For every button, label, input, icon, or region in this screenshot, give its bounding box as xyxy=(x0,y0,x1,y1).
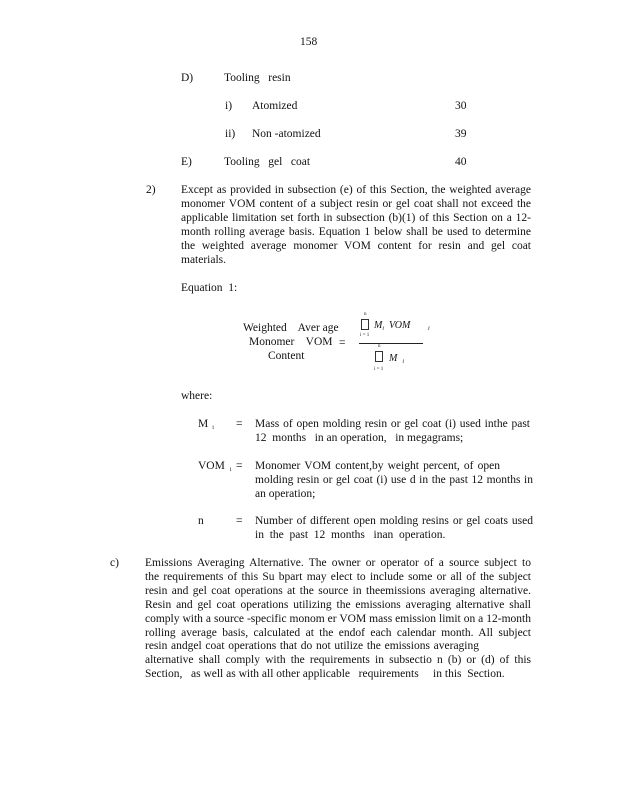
item-c-line: resin and gel coat operations at the source in theemissions averaging alternative. xyxy=(145,584,531,597)
list-text-atomized: Atomized xyxy=(252,100,298,112)
item-c-line: the requirements of this Su bpart may elect to include some or all of the subject xyxy=(145,570,531,583)
def-text-m xyxy=(255,418,530,446)
numerator-m-symbol: M xyxy=(374,320,383,331)
item-2-line: month rolling average basis. Equation 1 below shall be used to determine xyxy=(181,225,531,238)
numerator-vom-subscript: i xyxy=(428,326,430,332)
equation-lhs-line: Monomer VOM xyxy=(249,336,333,348)
def-symbol-m-sub: i xyxy=(212,425,214,431)
item-c-line: Section, as well as with all other applicable requirements in this Section. xyxy=(145,668,505,681)
def-symbol-m xyxy=(198,418,214,431)
def-line: molding resin or gel coat (i) use d in the past 12 months in xyxy=(255,473,533,486)
numerator-sum-icon xyxy=(361,319,369,333)
def-line: in the past 12 months inan operation. xyxy=(255,528,446,541)
fraction-bar xyxy=(359,343,423,344)
def-line: Mass of open molding resin or gel coat (i) used inthe past xyxy=(255,418,530,430)
item-c-line: alternative shall comply with the requirements in subsectio n (b) or (d) of this xyxy=(145,654,531,667)
item-c-line: Emissions Averaging Alternative. The owner or operator of a source subject to xyxy=(145,557,531,569)
numerator-m xyxy=(374,320,384,332)
item-2-line: the weighted average monomer VOM content for resin and gel coat xyxy=(181,239,531,252)
def-symbol-vom-text: VOM xyxy=(198,460,225,472)
def-symbol-n: n xyxy=(198,515,204,527)
def-equals-n: = xyxy=(236,515,243,527)
item-c-line: comply with a source -specific monom er VOM mass emission limit on a 12-month xyxy=(145,612,531,625)
denominator-sum-bottom: i = 1 xyxy=(374,367,384,372)
def-line: 12 months in an operation, in megagrams; xyxy=(255,431,464,444)
item-2-line: materials. xyxy=(181,253,227,266)
def-line: Monomer VOM content,by weight percent, of open xyxy=(255,460,500,472)
def-line: Number of different open molding resins or gel coats used xyxy=(255,515,533,527)
item-2-label: 2) xyxy=(146,184,156,196)
equation-equals: = xyxy=(339,337,346,349)
def-symbol-m-text: M xyxy=(198,418,209,430)
item-2-line: applicable limitation set forth in subsection (b)(1) of this Section on a 12- xyxy=(181,211,531,224)
def-equals-m: = xyxy=(236,418,243,430)
list-text-non-atomized: Non -atomized xyxy=(252,128,321,140)
list-text-tooling-gel-coat: Tooling gel coat xyxy=(224,156,311,168)
item-2-line: monomer VOM content of a subject resin or gel coat shall not exceed the xyxy=(181,197,531,210)
def-symbol-vom-sub: i xyxy=(229,467,232,473)
list-text-tooling-resin: Tooling resin xyxy=(224,72,291,84)
list-label-d: D) xyxy=(181,72,194,84)
def-symbol-vom xyxy=(198,460,232,473)
list-label-ii: ii) xyxy=(225,128,236,140)
denominator-sum-top: n xyxy=(378,344,381,349)
def-text-vom xyxy=(255,460,533,502)
equation-label: Equation 1: xyxy=(181,282,238,294)
item-c-paragraph xyxy=(145,557,531,682)
equation-lhs-line: Weighted Aver age xyxy=(243,322,339,334)
list-label-e: E) xyxy=(181,156,192,168)
item-c-line: Resin and gel coat operations utilizing the emissions averaging alternative shall xyxy=(145,598,531,611)
item-c-label: c) xyxy=(110,557,119,569)
item-c-line: rolling average basis, calculated at the endof each calendar month. All subject xyxy=(145,626,531,639)
numerator-sum-top: n xyxy=(364,312,367,317)
numerator-vom xyxy=(389,320,410,331)
list-value-tooling-gel-coat: 40 xyxy=(455,156,467,168)
where-label: where: xyxy=(181,390,213,402)
equation-lhs-line: Content xyxy=(268,350,305,362)
def-text-n xyxy=(255,515,533,543)
denominator-m xyxy=(389,353,404,365)
item-c-line: resin andgel coat operations that do not utilize the emissions averaging xyxy=(145,640,479,653)
list-label-i: i) xyxy=(225,100,233,112)
denominator-sum-icon xyxy=(375,351,383,365)
list-value-non-atomized: 39 xyxy=(455,128,467,140)
denominator-m-subscript: i xyxy=(402,359,405,365)
numerator-sum-bottom: i = 1 xyxy=(360,333,370,338)
numerator-vom-symbol: VOM xyxy=(389,320,411,331)
page-number: 158 xyxy=(300,36,318,48)
list-value-atomized: 30 xyxy=(455,100,467,112)
numerator-m-subscript: i xyxy=(382,326,385,332)
def-line: an operation; xyxy=(255,487,316,500)
item-2-paragraph xyxy=(181,184,531,267)
item-2-line: Except as provided in subsection (e) of this Section, the weighted average xyxy=(181,184,531,196)
denominator-m-symbol: M xyxy=(389,353,398,364)
def-equals-vom: = xyxy=(236,460,243,472)
